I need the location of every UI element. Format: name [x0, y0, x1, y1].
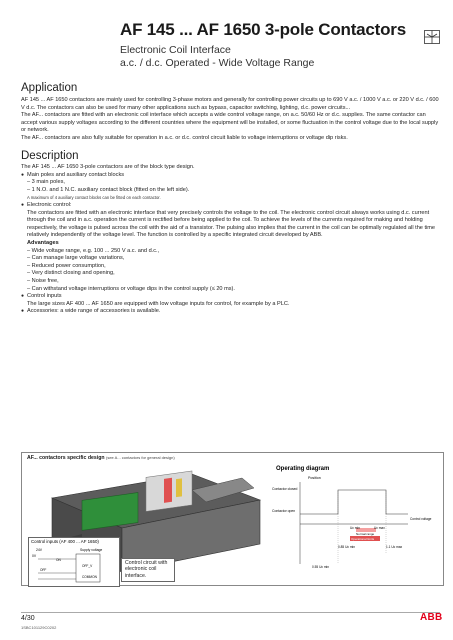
label-085: 0.85 Uc min — [338, 545, 356, 549]
label-supply: Supply voltage — [80, 548, 103, 552]
figure-title — [27, 455, 175, 461]
control-inputs-title: Control inputs (AF 400 ... AF 1650) — [31, 539, 99, 544]
adv-item: – Very distinct closing and opening, — [27, 270, 115, 277]
label-uc-min: Uc min — [350, 526, 360, 530]
document-code: 1SBC101129C0202 — [21, 625, 57, 630]
application-p2: The AF... contactors are fitted with an electronic coil interface which accepts a wide control voltage range, on a.c. 50/60 Hz or d.c. supplies. The same contactor can accept various supply voltages according to the different countries where the equipment will be installed, or some fluctuation in the control voltage due to the local supply or network. — [21, 112, 439, 134]
abb-logo: ABB — [420, 612, 443, 623]
control-circuit-label: Control circuit with electronic coil interface. — [121, 558, 175, 582]
adv-item: – Can withstand voltage interruptions or voltage dips in the control supply (≤ 20 ms). — [27, 285, 235, 292]
adv-item: – Can manage large voltage variations, — [27, 255, 125, 262]
figure-title-main: AF... contactors specific design — [27, 455, 105, 461]
aux-note: A maximum of 4 auxiliary contact blocks can be fitted on each contactor. — [27, 195, 161, 201]
label-24v: 24V — [36, 548, 43, 552]
label-operational-limits: Operational limits — [351, 537, 375, 541]
description-text — [21, 164, 440, 316]
label-0v: 0V — [32, 554, 37, 558]
footer-divider — [21, 612, 440, 613]
control-inputs-text: The large sizes AF 400 ... AF 1650 are equipped with low voltage inputs for control, for example by a PLC. — [27, 300, 290, 307]
label-offv: OFF_V — [82, 564, 93, 568]
bullet-control-inputs: ● Control inputs — [21, 293, 440, 301]
page-subtitle-1: Electronic Coil Interface — [120, 44, 231, 56]
description-intro: The AF 145 ... AF 1650 3-pole contactors are of the block type design. — [21, 164, 195, 170]
label-055: 0.55 Uc min — [312, 565, 330, 569]
operating-diagram — [268, 462, 438, 584]
advantages-heading: Advantages — [27, 239, 59, 246]
dash-aux-block: – 1 N.O. and 1 N.C. auxiliary contact block (fitted on the left side). — [27, 186, 190, 193]
page-title: AF 145 ... AF 1650 3-pole Contactors — [120, 20, 406, 39]
description-heading: Description — [21, 150, 79, 162]
figure-title-note: (see A... contactors for general design) — [106, 455, 175, 460]
label-control-voltage: Control voltage — [410, 517, 432, 521]
label-uc-max: Uc max — [374, 526, 385, 530]
label-open: Contactor open — [272, 509, 296, 513]
application-heading: Application — [21, 82, 78, 94]
application-p1: AF 145 ... AF 1650 contactors are mainly used for controlling 3-phase motors and generally for controlling power circuits up to 690 V a.c. / 1000 V a.c. or 220 V d.c. / 600 V d.c. The contactors can also be used for many other applications such as bypass, capacitor switching, lighting, d.c. power circuits... — [21, 97, 439, 111]
adv-item: – Wide voltage range, e.g. 100 ... 250 V a.c. and d.c., — [27, 247, 160, 254]
label-common: COMMON — [82, 575, 97, 579]
adv-item: – Reduced power consumption, — [27, 262, 106, 269]
label-normal-range: Normal range — [356, 532, 375, 536]
application-p3: The AF... contactors are also fully suitable for operation in a.c. or d.c. control circuit liable to voltage interruptions or voltage dip risks. — [21, 134, 348, 141]
label-11: 1.1 Uc max — [386, 545, 403, 549]
operating-diagram-title: Operating diagram — [276, 466, 330, 472]
label-position: Position — [308, 476, 321, 480]
bullet-main-poles: ● Main poles and auxiliary contact blocks — [21, 172, 440, 180]
control-inputs-schematic — [28, 537, 118, 585]
bullet-electronic-control: ● Electronic control: — [21, 202, 440, 210]
dash-main-poles: – 3 main poles, — [27, 179, 65, 186]
label-on: ON — [56, 558, 61, 562]
label-closed: Contactor closed — [272, 487, 298, 491]
adv-item: – Noise free, — [27, 277, 59, 284]
page-number: 4/30 — [21, 615, 35, 622]
bullet-accessories: ● Accessories: a wide range of accessories is available. — [21, 308, 440, 316]
electronic-control-text: The contactors are fitted with an electronic interface that very precisely controls the voltage to the coil. The electronic control circuit always works using d.c. current through the coil and in a.c. operation the current is rectified before being applied to the coil. To achieve the levels of the currents required for making and holding respectively, the voltage is pulsed across the coil with the aid of a transistor. The pulsing also implies that the current in the coil can be optimally regulated all the time relatively independently of the voltage level. The function is controlled by a specific integrated circuit developed by ABB. — [27, 209, 436, 239]
application-text — [21, 97, 440, 143]
page-subtitle-2: a.c. / d.c. Operated - Wide Voltage Range — [120, 57, 315, 69]
label-off: OFF — [40, 568, 47, 572]
contactor-symbol-icon — [424, 30, 440, 44]
